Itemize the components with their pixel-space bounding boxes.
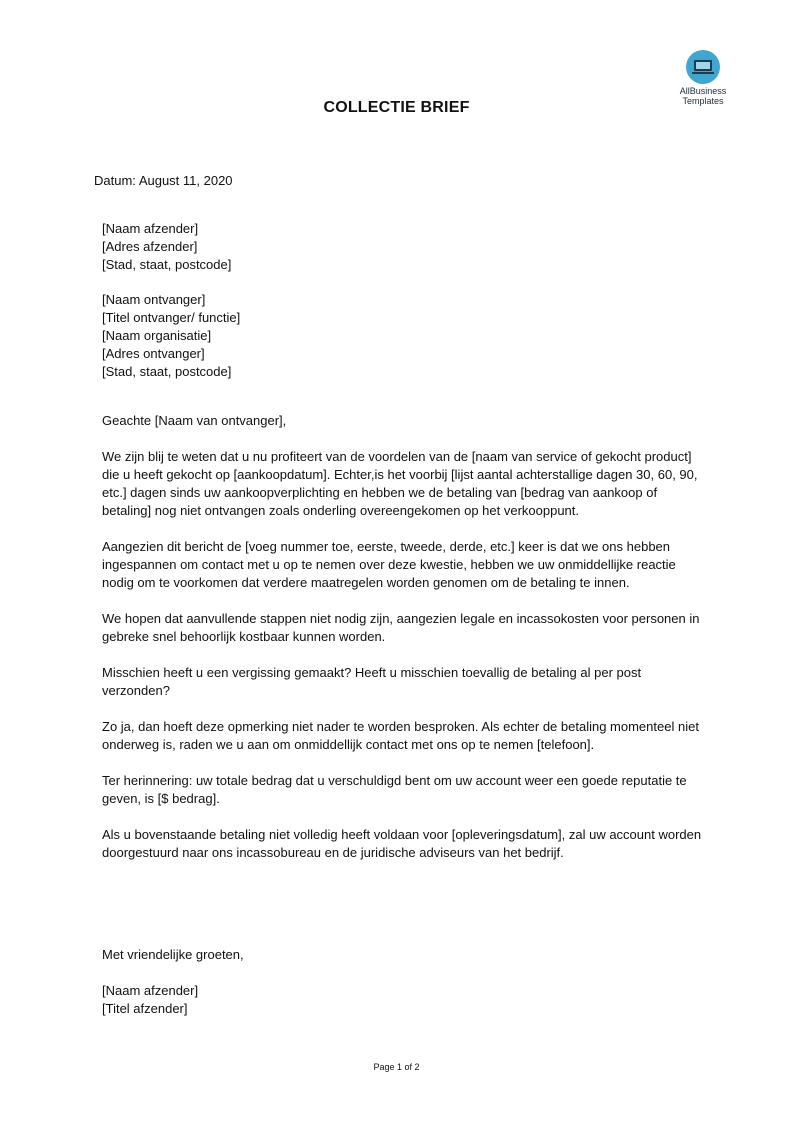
brand-logo <box>666 50 740 106</box>
recipient-line: [Adres ontvanger] <box>102 346 205 361</box>
closing-text: Met vriendelijke groeten, <box>102 947 244 962</box>
paragraph: Zo ja, dan hoeft deze opmerking niet nader te worden besproken. Als echter de betaling momenteel niet onderweg is, raden we u aan om onmiddellijk contact met ons op te nemen [telefoon]. <box>102 719 699 752</box>
recipient-address <box>102 291 702 381</box>
paragraph: Aangezien dit bericht de [voeg nummer toe, eerste, tweede, derde, etc.] keer is dat we ons hebben ingespannen om contact met u op te nemen over deze kwestie, hebben we uw onmiddellijke reactie nodig om te voorkomen dat verdere maatregelen worden genomen om de betaling te innen. <box>102 539 676 590</box>
page-number: Page 1 of 2 <box>373 1062 420 1072</box>
laptop-base <box>692 72 714 74</box>
paragraph: We hopen dat aanvullende stappen niet nodig zijn, aangezien legale en incassokosten voor personen in gebreke snel behoorlijk kostbaar kunnen worden. <box>102 611 700 644</box>
sender-line: [Stad, staat, postcode] <box>102 257 232 272</box>
recipient-line: [Naam organisatie] <box>102 328 212 343</box>
date-label: Datum: <box>94 173 136 188</box>
paragraph: We zijn blij te weten dat u nu profiteert van de voordelen van de [naam van service of gekocht product] die u heeft gekocht op [aankoopdatum]. Echter,is het voorbij [lijst aantal achterstallige dagen 30, 60, 90, etc.] dagen sinds uw aankoopverplichting en hebben we de betaling van [bedrag van aankoop of betaling] nog niet ontvangen zoals onderling overeengekomen op het verkooppunt. <box>102 449 698 518</box>
logo-line-1: AllBusiness <box>679 86 727 96</box>
signature-line: [Titel afzender] <box>102 1001 188 1016</box>
closing-block <box>102 946 702 1018</box>
document-title: COLLECTIE BRIEF <box>323 99 470 116</box>
date-value: August 11, 2020 <box>138 173 233 188</box>
paragraph: Als u bovenstaande betaling niet volledig heeft voldaan voor [opleveringsdatum], zal uw account worden doorgestuurd naar ons incassobureau en de juridische adviseurs van het bedrijf. <box>102 827 702 860</box>
recipient-line: [Stad, staat, postcode] <box>102 364 232 379</box>
logo-circle <box>686 50 720 84</box>
signature-line: [Naam afzender] <box>102 983 199 998</box>
paragraph: Ter herinnering: uw totale bedrag dat u verschuldigd bent om uw account weer een goede reputatie te geven, is [$ bedrag]. <box>102 773 687 806</box>
date-line <box>94 173 233 188</box>
laptop-icon <box>694 60 712 71</box>
sender-line: [Adres afzender] <box>102 239 198 254</box>
letter-body <box>102 412 702 880</box>
logo-line-2: Templates <box>682 96 724 106</box>
sender-line: [Naam afzender] <box>102 221 199 236</box>
sender-address <box>102 220 702 274</box>
recipient-line: [Naam ontvanger] <box>102 292 206 307</box>
paragraph: Misschien heeft u een vergissing gemaakt? Heeft u misschien toevallig de betaling al per post verzonden? <box>102 665 642 698</box>
salutation: Geachte [Naam van ontvanger], <box>102 413 287 428</box>
recipient-line: [Titel ontvanger/ functie] <box>102 310 241 325</box>
